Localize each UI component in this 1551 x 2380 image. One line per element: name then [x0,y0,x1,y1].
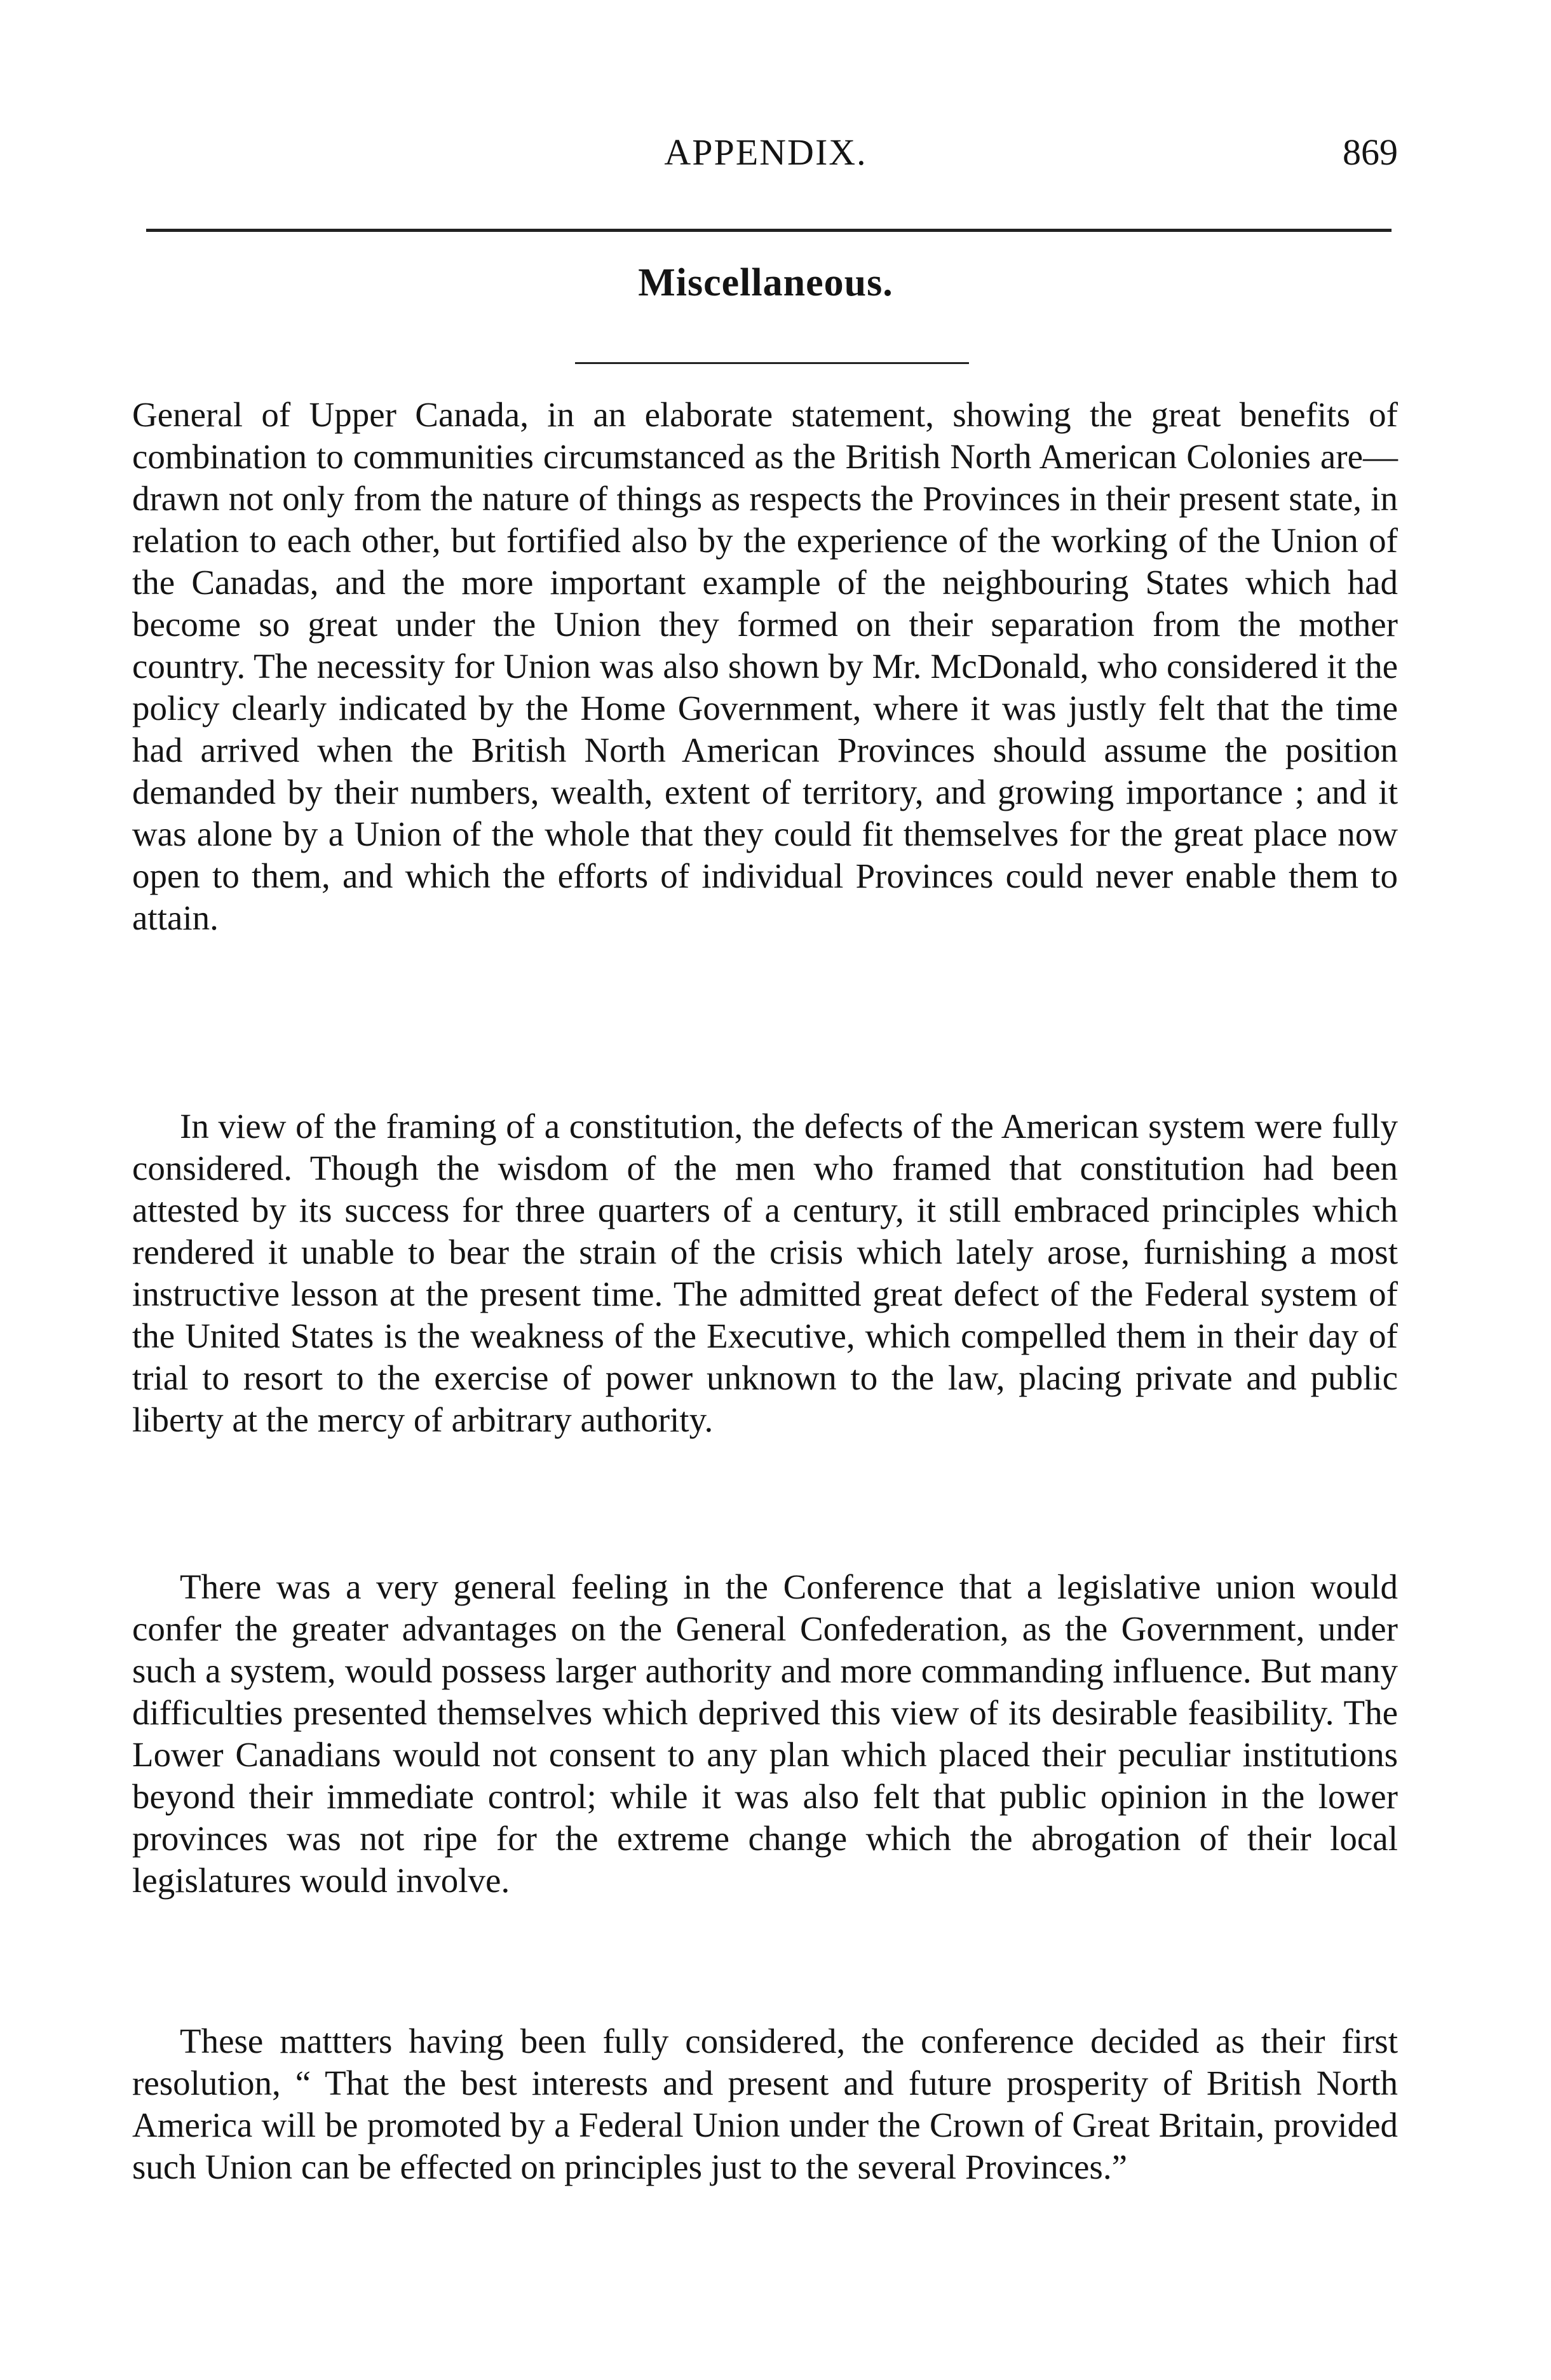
paragraph-1: General of Upper Canada, in an elaborate statement, showing the great benefits of combination to communities circumstanced as the British North American Colonies are—drawn not only from the nature of things as respects the Provinces in their present state, in relation to each other, but fortified also by the experience of the working of the Union of the Canadas, and the more important example of the neighbouring States which had become so great under the Union they formed on their separation from the mother country. The necessity for Union was also shown by Mr. McDonald, who considered it the policy clearly indicated by the Home Government, where it was justly felt that the time had arrived when the British North American Provinces should assume the position demanded by their numbers, wealth, extent of territory, and growing importance ; and it was alone by a Union of the whole that they could fit themselves for the great place now open to them, and which the efforts of individual Provinces could never enable them to attain. [132,395,1398,937]
page-number: 869 [1343,132,1398,173]
paragraph-4: These mattters having been fully considered, the conference decided as their first resolution, “ That the best interests and present and future prosperity of British North America will be promoted by a Federal Union under the Crown of Great Britain, provided such Union can be effected on principles just to the several Provinces.” [132,2022,1398,2186]
section-rule [575,362,969,364]
running-header [133,127,1398,178]
paragraph-3: There was a very general feeling in the Conference that a legislative union would confer the greater advantages on the General Confederation, as the Government, under such a system, would possess larger authority and more commanding influence. But many difficulties presented themselves which deprived this view of its desirable feasibility. The Lower Canadians would not consent to any plan which placed their peculiar institutions beyond their immediate control; while it was also felt that public opinion in the lower provinces was not ripe for the extreme change which the abrogation of their local legislatures would involve. [132,1567,1398,1900]
section-title: Miscellaneous. [638,261,893,304]
paragraph-2: In view of the framing of a constitution, the defects of the American system were fully considered. Though the wisdom of the men who framed that constitution had been attested by its success for three quarters of a century, it still embraced principles which rendered it unable to bear the strain of the crisis which lately arose, furnishing a most instructive lesson at the present time. The admitted great defect of the Federal system of the United States is the weakness of the Executive, which compelled them in their day of trial to resort to the exercise of power unknown to the law, placing private and public liberty at the mercy of arbitrary authority. [132,1107,1398,1439]
header-rule [146,229,1392,232]
header-title: APPENDIX. [664,132,867,173]
